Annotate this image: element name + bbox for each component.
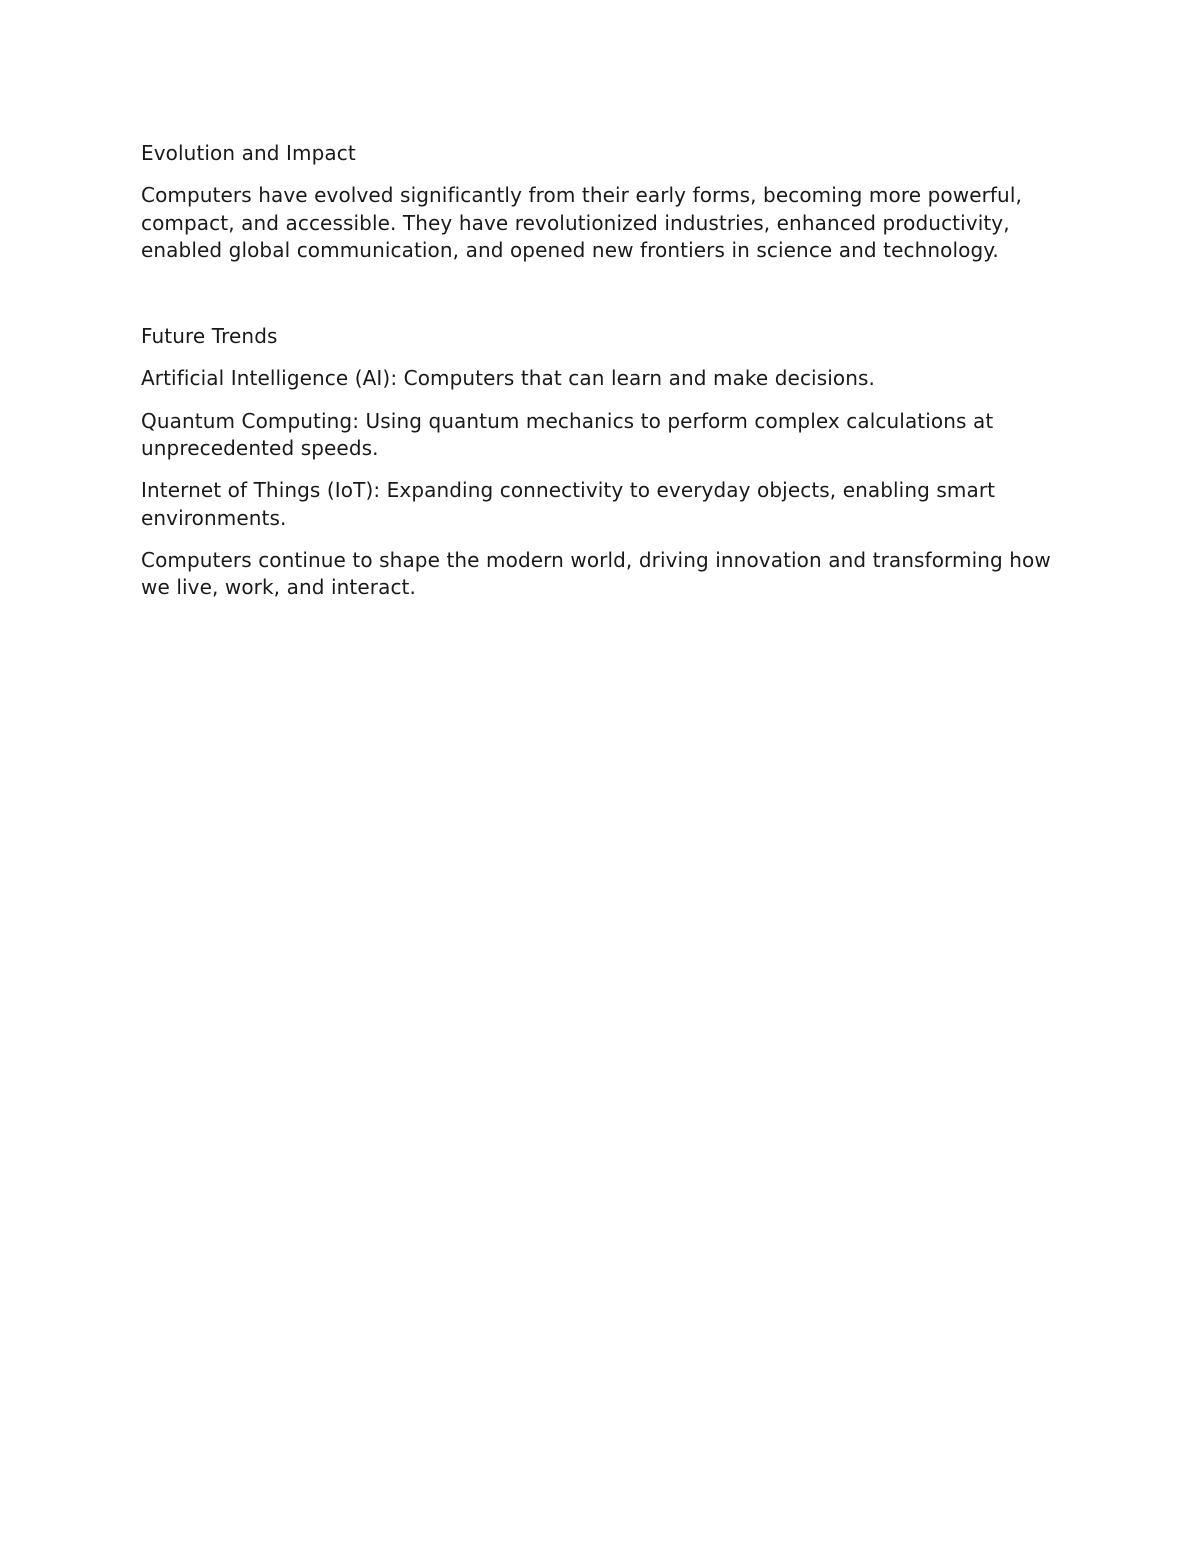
section-future-trends <box>141 323 1061 601</box>
section-spacer <box>141 279 1061 323</box>
paragraph: Quantum Computing: Using quantum mechanics to perform complex calculations at unprecedented speeds. <box>141 408 994 461</box>
section-evolution-and-impact <box>141 140 1061 264</box>
section-heading: Evolution and Impact <box>141 141 356 165</box>
paragraph: Computers continue to shape the modern world, driving innovation and transforming how we live, work, and interact. <box>141 547 1051 600</box>
paragraph: Internet of Things (IoT): Expanding connectivity to everyday objects, enabling smart environments. <box>141 478 996 530</box>
paragraph: Artificial Intelligence (AI): Computers that can learn and make decisions. <box>141 366 875 391</box>
section-heading: Future Trends <box>141 324 278 349</box>
paragraph: Computers have evolved significantly from their early forms, becoming more powerful, compact, and accessible. They have revolutionized industries, enhanced productivity, enabled global communication, and opened new frontiers in science and technology. <box>141 183 1022 262</box>
document-page <box>141 140 1061 617</box>
